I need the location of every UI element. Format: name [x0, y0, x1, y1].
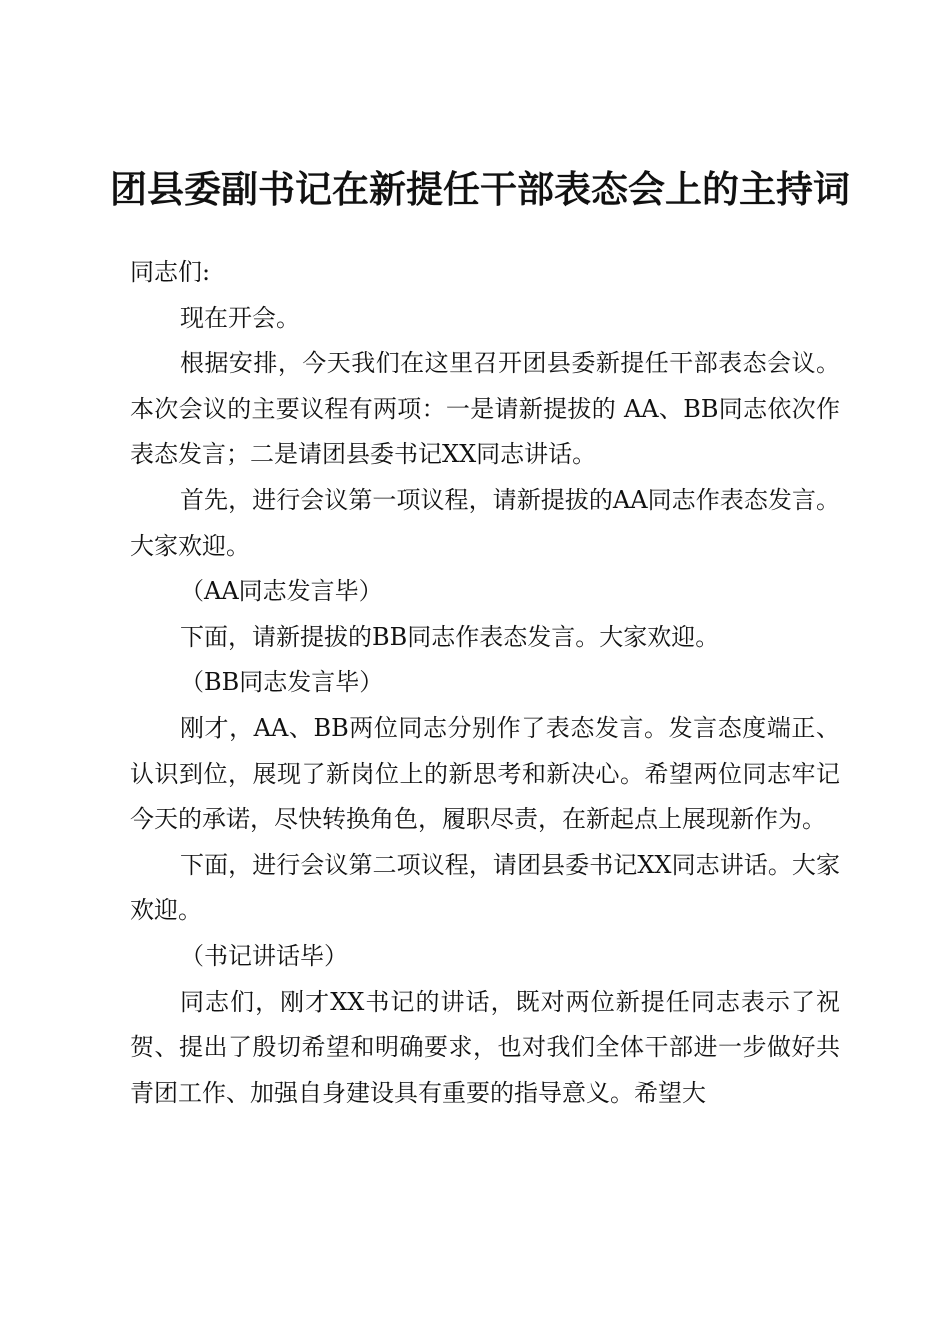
document-body [130, 250, 840, 1116]
salutation: 同志们: [130, 258, 211, 286]
stage-note: （BB同志发言毕） [180, 668, 384, 697]
paragraph: 现在开会。 [180, 303, 300, 332]
paragraph: 下面，进行会议第二项议程，请团县委书记XX同志讲话。大家欢迎。 [130, 850, 840, 925]
stage-note: （AA同志发言毕） [180, 577, 383, 606]
stage-note: （书记讲话毕） [180, 941, 348, 970]
document-title: 团县委副书记在新提任干部表态会上的主持词 [110, 168, 850, 211]
paragraph: 首先，进行会议第一项议程，请新提拔的AA同志作表态发言。大家欢迎。 [130, 485, 840, 560]
paragraph: 刚才，AA、BB两位同志分别作了表态发言。发言态度端正、认识到位，展现了新岗位上的新思考和新决心。希望两位同志牢记今天的承诺，尽快转换角色，履职尽责，在新起点上展现新作为。 [130, 713, 840, 834]
paragraph: 根据安排，今天我们在这里召开团县委新提任干部表态会议。本次会议的主要议程有两项：一是请新提拔的 AA、BB同志依次作表态发言；二是请团县委书记XX同志讲话。 [130, 349, 840, 469]
paragraph: 下面，请新提拔的BB同志作表态发言。大家欢迎。 [180, 622, 720, 651]
paragraph: 同志们，刚才XX书记的讲话，既对两位新提任同志表示了祝贺、提出了殷切希望和明确要求，也对我们全体干部进一步做好共青团工作、加强自身建设具有重要的指导意义。希望大 [130, 987, 840, 1107]
